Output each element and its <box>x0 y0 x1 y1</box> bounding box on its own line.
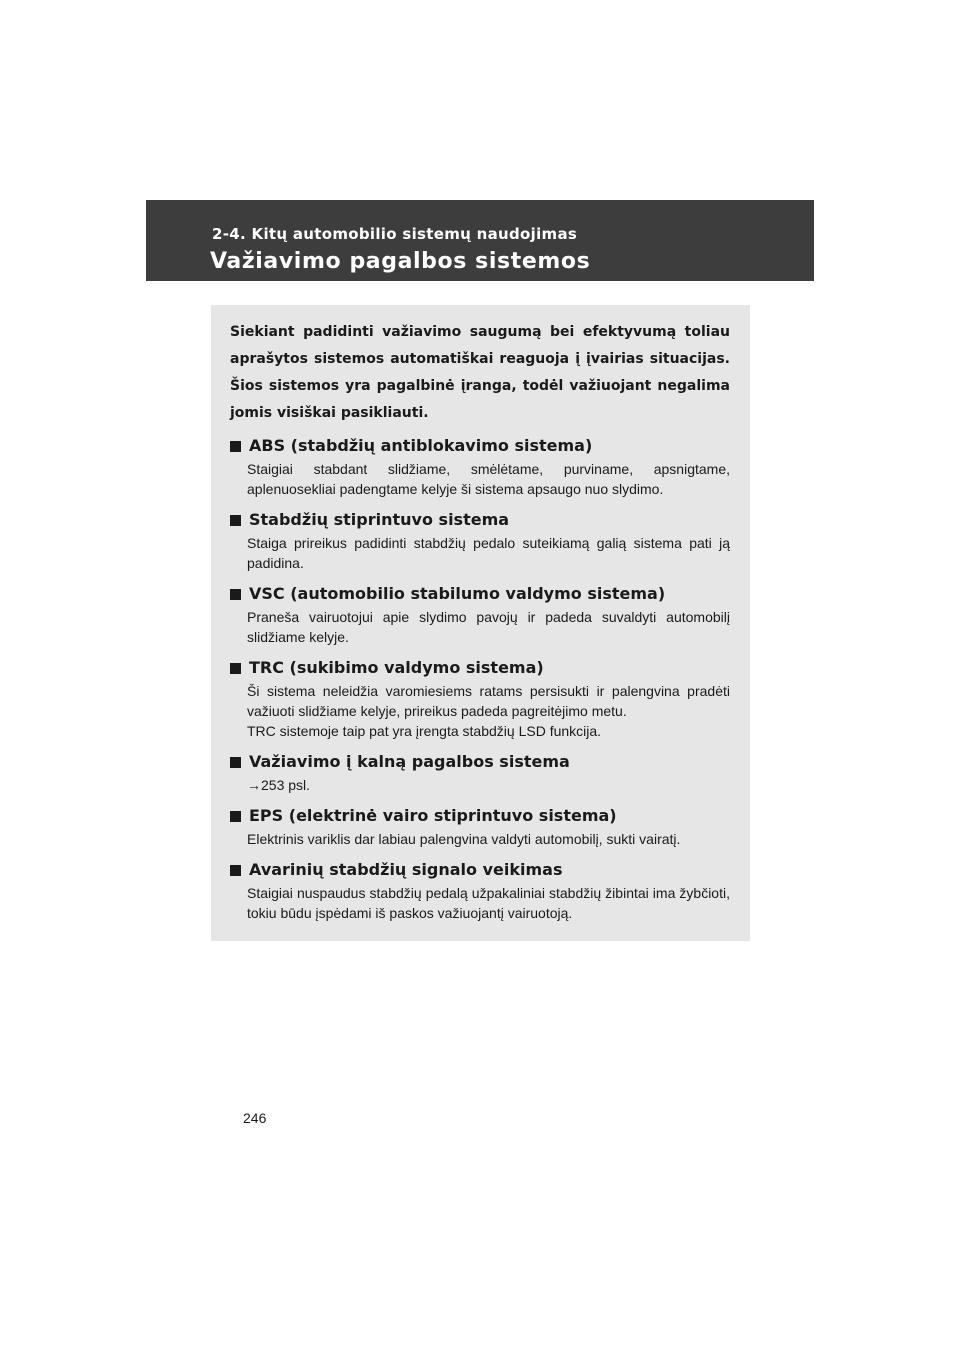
topic-vsc <box>230 583 730 647</box>
topic-text: Ši sistema neleidžia varomiesiems ratams persisukti ir palengvina pradėti važiuoti slidžiame kelyje, prireikus padeda pagreitėjimo metu. <box>247 683 730 719</box>
topic-text: Staigiai stabdant slidžiame, smėlėtame, purviname, apsnigtame, aplenuosekliai padengtame kelyje ši sistema apsaugo nuo slydimo. <box>247 461 730 497</box>
square-bullet-icon <box>230 589 241 600</box>
topic-heading: VSC (automobilio stabilumo valdymo sistema) <box>249 584 666 603</box>
square-bullet-icon <box>230 811 241 822</box>
square-bullet-icon <box>230 663 241 674</box>
topic-text: Praneša vairuotojui apie slydimo pavojų ir padeda suvaldyti automobilį slidžiame kelyje. <box>247 609 730 645</box>
topic-heading: Stabdžių stiprintuvo sistema <box>249 510 510 529</box>
page-number: 246 <box>243 1110 267 1126</box>
topic-brake-assist <box>230 509 730 573</box>
topic-trc <box>230 657 730 741</box>
page-title: Važiavimo pagalbos sistemos <box>210 249 591 274</box>
topic-text: Staiga prireikus padidinti stabdžių pedalo suteikiamą galią sistema pati ją padidina. <box>247 535 730 571</box>
topic-eps <box>230 805 730 849</box>
square-bullet-icon <box>230 515 241 526</box>
topic-text: Staigiai nuspaudus stabdžių pedalą užpakaliniai stabdžių žibintai ima žybčioti, tokiu būdu įspėdami iš paskos važiuojantį vairuotoją. <box>247 885 730 921</box>
topic-heading: Važiavimo į kalną pagalbos sistema <box>249 752 570 771</box>
topic-text-extra: TRC sistemoje taip pat yra įrengta stabdžių LSD funkcija. <box>247 723 602 739</box>
topic-abs <box>230 435 730 499</box>
topic-heading: TRC (sukibimo valdymo sistema) <box>249 658 544 677</box>
topic-emergency-brake-signal <box>230 859 730 923</box>
topic-hill-start <box>230 751 730 795</box>
topic-heading: EPS (elektrinė vairo stiprintuvo sistema) <box>249 806 617 825</box>
square-bullet-icon <box>230 441 241 452</box>
square-bullet-icon <box>230 865 241 876</box>
page-reference: →253 psl. <box>247 777 311 793</box>
section-label: 2-4. Kitų automobilio sistemų naudojimas <box>212 225 578 243</box>
content-box <box>211 305 750 941</box>
intro-paragraph: Siekiant padidinti važiavimo saugumą bei efektyvumą toliau aprašytos sistemos automatiškai reaguoja į įvairias situacijas. Šios sistemos yra pagalbinė įranga, todėl važiuojant negalima jomis visiškai pasikliauti. <box>230 324 730 421</box>
topic-heading: ABS (stabdžių antiblokavimo sistema) <box>249 436 593 455</box>
square-bullet-icon <box>230 757 241 768</box>
topic-heading: Avarinių stabdžių signalo veikimas <box>249 860 563 879</box>
header-band <box>146 200 814 281</box>
topic-text: Elektrinis variklis dar labiau palengvina valdyti automobilį, sukti vairatį. <box>247 831 681 847</box>
